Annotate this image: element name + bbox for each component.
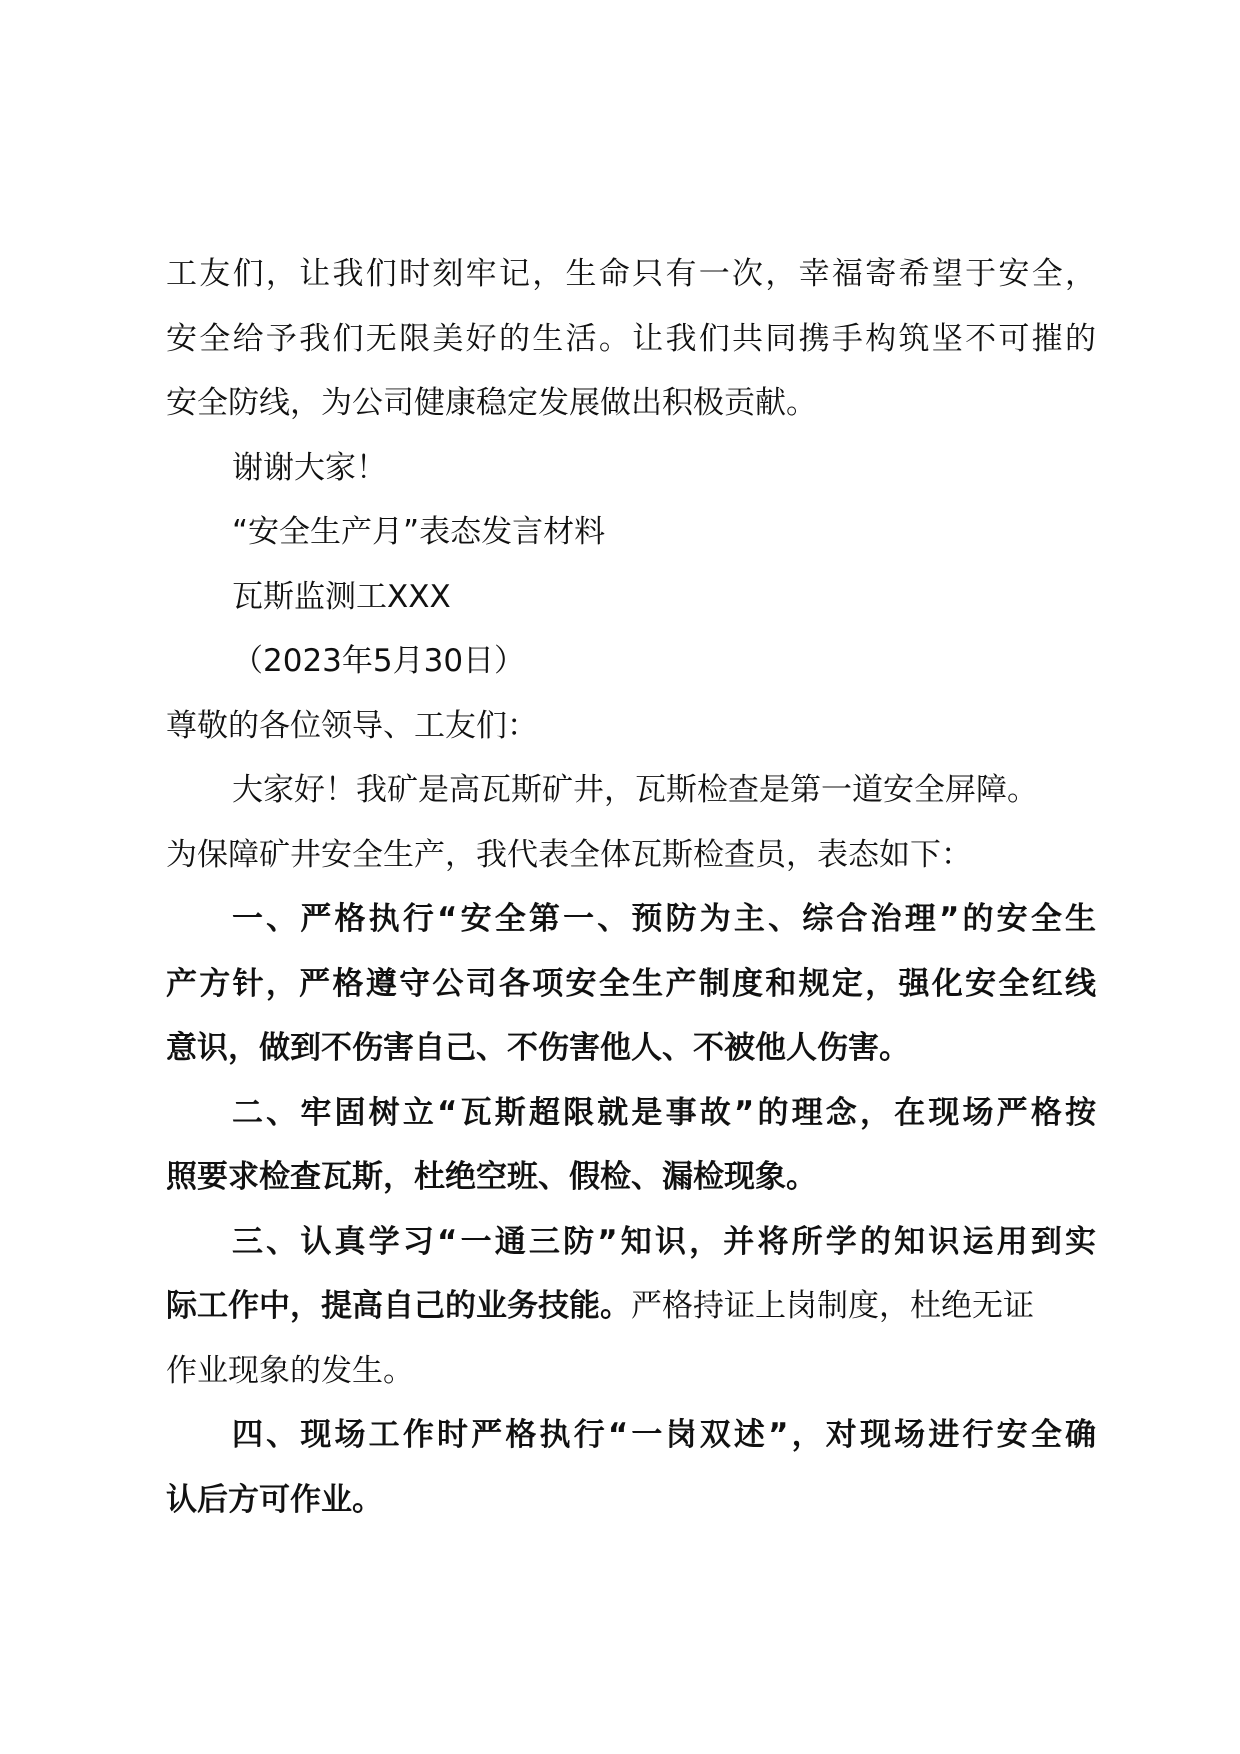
pledge-4-line: 认后方可作业。 [166,1481,383,1518]
pledge-1-line: 产方针，严格遵守公司各项安全生产制度和规定，强化安全红线 [166,965,1096,1002]
salutation: 尊敬的各位领导、工友们： [166,707,538,744]
text-line: 安全给予我们无限美好的生活。让我们共同携手构筑坚不可摧的 [166,320,1096,357]
pledge-3-line: 三、认真学习“一通三防”知识，并将所学的知识运用到实 [232,1223,1096,1260]
pledge-3-line [166,1274,1096,1339]
pledge-2-line: 二、牢固树立“瓦斯超限就是事故”的理念，在现场严格按 [232,1094,1096,1131]
pledge-2-line: 照要求检查瓦斯，杜绝空班、假检、漏检现象。 [166,1159,817,1195]
pledge-1-line: 意识，做到不伤害自己、不伤害他人、不被他人伤害。 [166,1030,910,1066]
text-line: 为保障矿井安全生产，我代表全体瓦斯检查员，表态如下： [166,836,972,873]
document-title: “安全生产月”表态发言材料 [232,514,606,550]
pledge-3-bold-segment: 际工作中，提高自己的业务技能。 [166,1288,631,1324]
speaker-line: 瓦斯监测工XXX [232,578,451,615]
text-line: 工友们，让我们时刻牢记，生命只有一次，幸福寄希望于安全， [166,256,1096,292]
text-line: 大家好！我矿是高瓦斯矿井，瓦斯检查是第一道安全屏障。 [232,772,1038,808]
date-line: （2023年5月30日） [232,643,526,679]
pledge-4-line: 四、现场工作时严格执行“一岗双述”，对现场进行安全确 [232,1417,1096,1453]
pledge-1-line: 一、严格执行“安全第一、预防为主、综合治理”的安全生 [232,901,1096,937]
pledge-3-line: 作业现象的发生。 [166,1352,414,1389]
text-line: 安全防线，为公司健康稳定发展做出积极贡献。 [166,385,817,421]
pledge-3-plain-segment: 严格持证上岗制度，杜绝无证 [631,1288,1034,1324]
thanks-line: 谢谢大家！ [232,449,387,486]
document-body [166,242,1096,1532]
